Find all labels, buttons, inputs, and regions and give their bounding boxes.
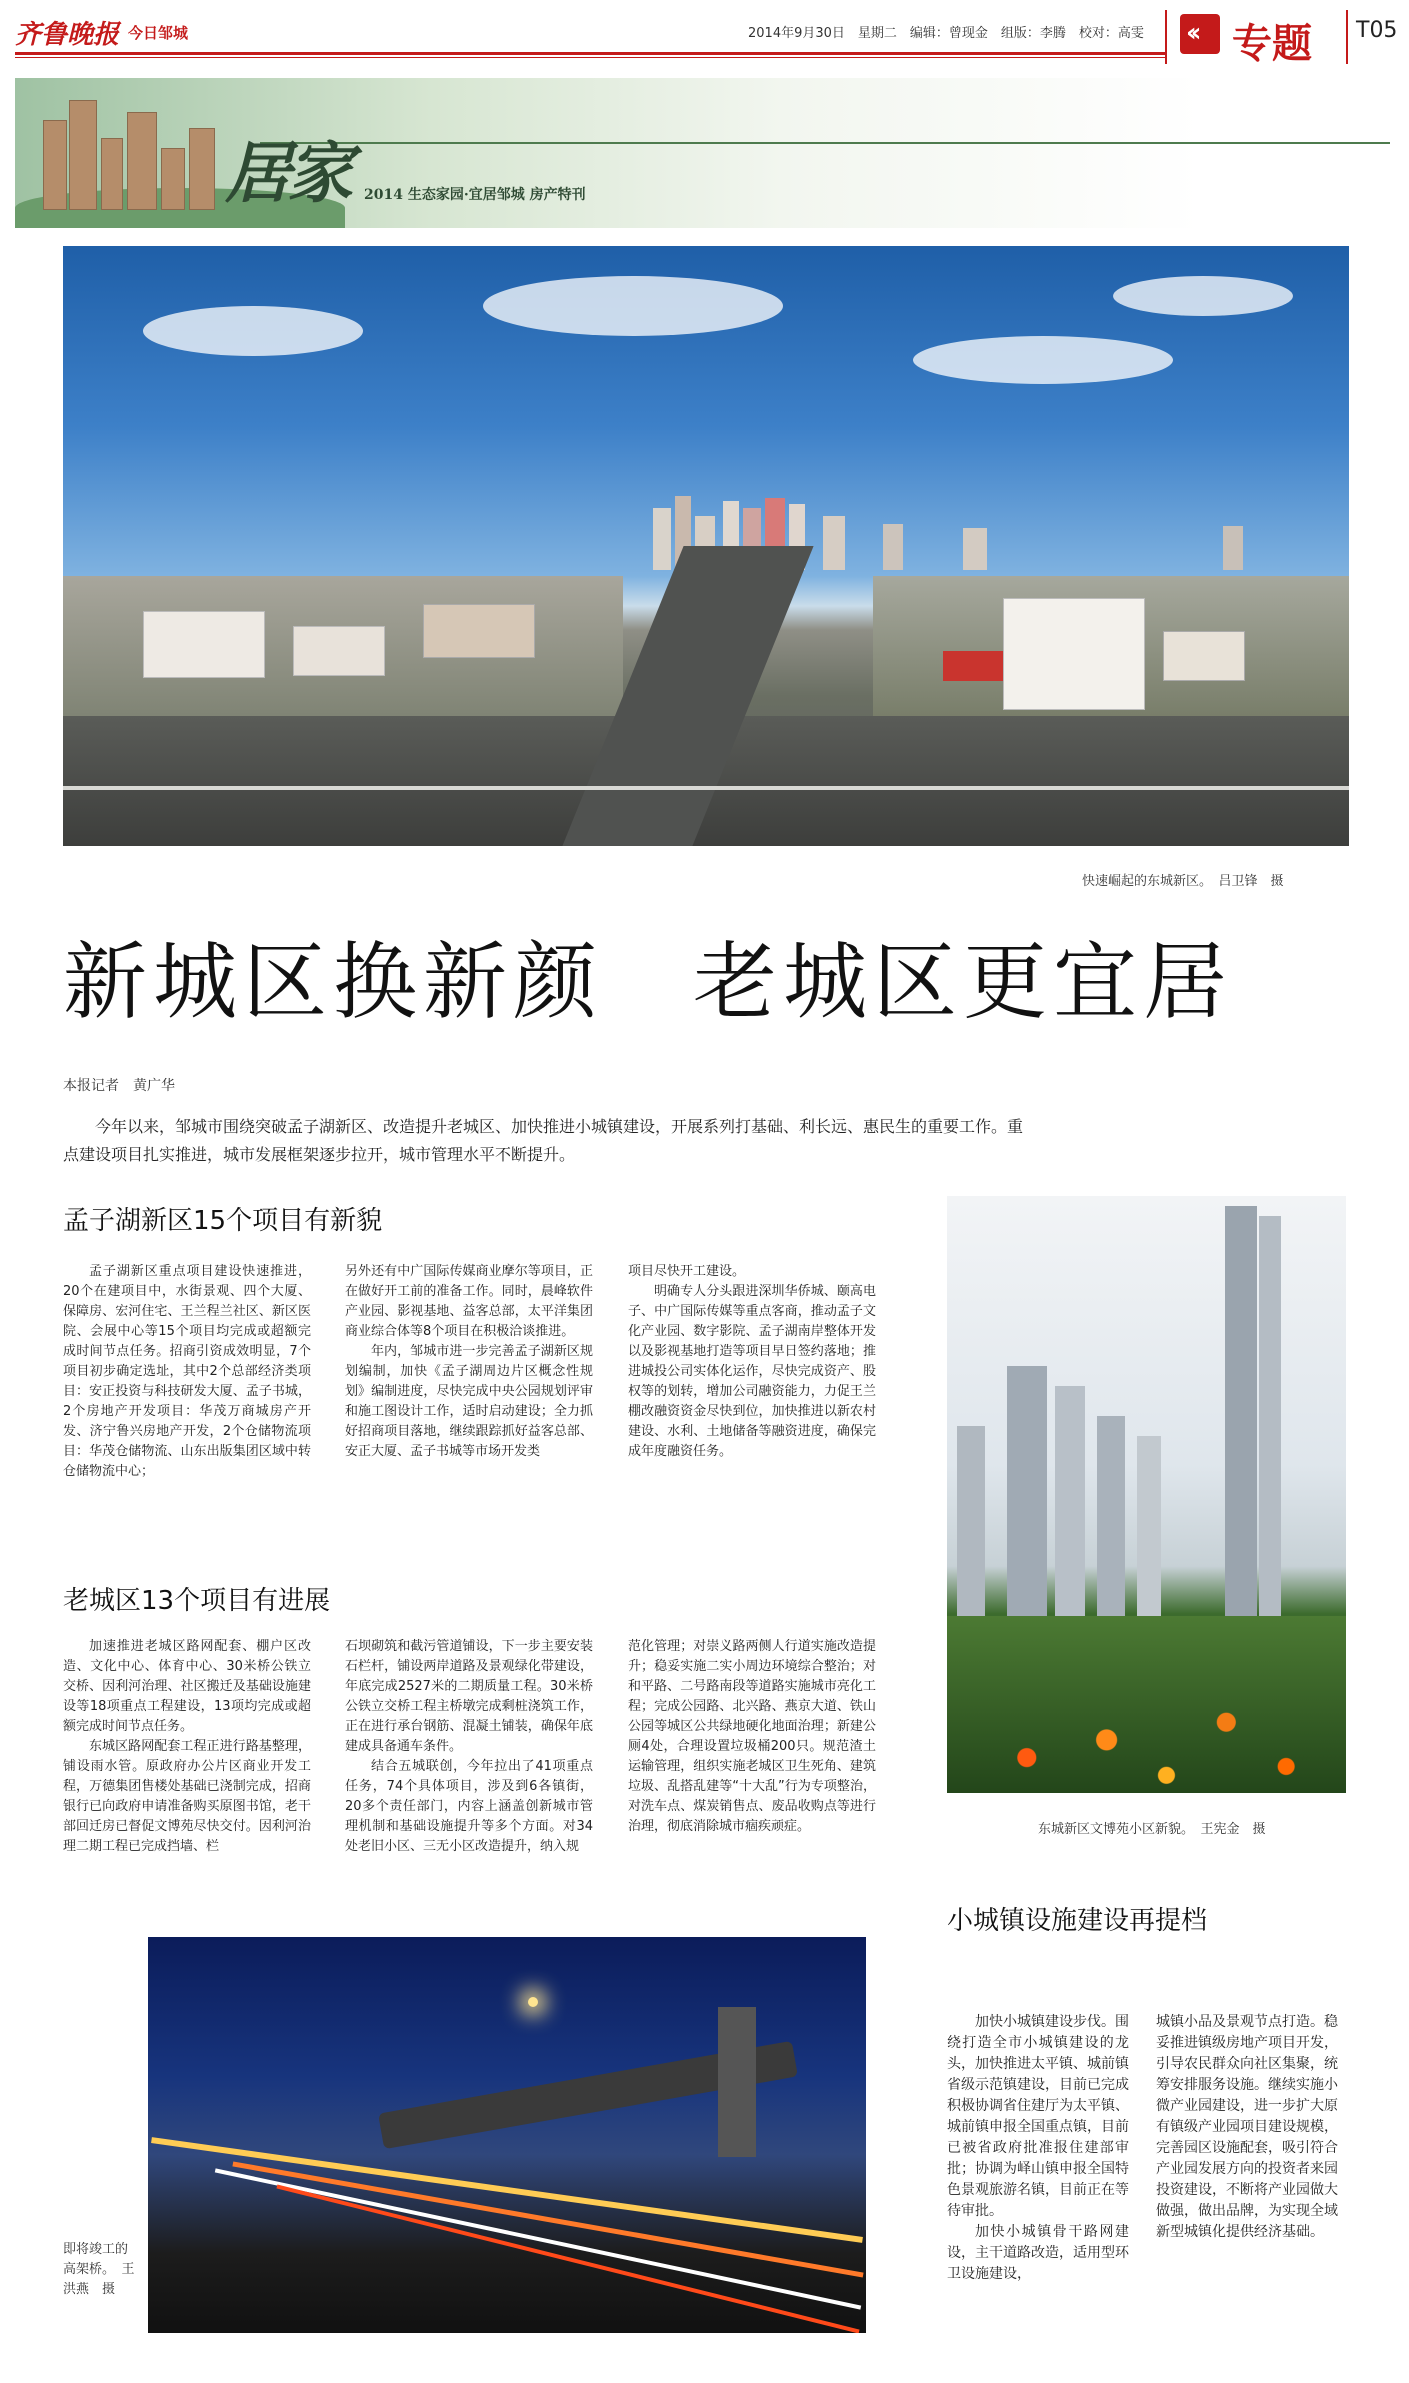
photo-caption: 快速崛起的东城新区。 吕卫锋 摄: [1082, 874, 1284, 889]
page-number: T05: [1356, 18, 1398, 43]
double-chevron-icon: ‹‹: [1180, 14, 1220, 54]
banner-tower-illustration: [43, 120, 67, 210]
paragraph: 另外还有中广国际传媒商业摩尔等项目，正在做好开工前的准备工作。同时，晨峰软件产业园、影视基地、益客总部，太平洋集团商业综合体等8个项目在积极洽谈推进。: [345, 1264, 593, 1339]
article-column: [345, 1262, 593, 1462]
overpass-night-photo: [148, 1937, 866, 2333]
banner-tower-illustration: [101, 138, 123, 210]
section-heading: 孟子湖新区15个项目有新貌: [63, 1206, 383, 1236]
article-column: [628, 1262, 876, 1462]
paragraph: 东城区路网配套工程正进行路基整理，铺设雨水管。原政府办公片区商业开发工程，万德集团售楼处基础已浇制完成，招商银行已向政府申请准备购买原图书馆，老干部回迁房已督促文博苑尽快交付。因利河治理二期工程已完成挡墙、栏: [63, 1739, 311, 1854]
paragraph: 加速推进老城区路网配套、棚户区改造、文化中心、体育中心、30米桥公铁立交桥、因利河治理、社区搬迁及基础设施建设等18项重点工程建设，13项均完成或超额完成时间节点任务。: [63, 1639, 311, 1734]
header-rule: [15, 52, 1165, 55]
article-column: [628, 1637, 876, 1837]
article-column: [1156, 2012, 1338, 2243]
header-divider: [1165, 10, 1167, 64]
article-byline: 本报记者 黄广华: [63, 1078, 175, 1094]
east-district-aerial-photo: [63, 246, 1349, 846]
section-heading: 小城镇设施建设再提档: [947, 1906, 1208, 1936]
banner-subtitle: 2014 生态家园·宜居邹城 房产特刊: [364, 187, 586, 203]
banner-tower-illustration: [161, 148, 185, 210]
photo-caption: 即将竣工的高架桥。 王洪燕 摄: [63, 2242, 135, 2297]
banner-tower-illustration: [69, 100, 97, 210]
section-heading: 老城区13个项目有进展: [63, 1586, 331, 1616]
paragraph: 项目尽快开工建设。: [628, 1264, 746, 1279]
paragraph: 结合五城联创，今年拉出了41项重点任务，74个具体项目，涉及到6各镇街，20多个责任部门，内容上涵盖创新城市管理机制和基础设施提升等多个方面。对34处老旧小区、三无小区改造提升，纳入规: [345, 1759, 593, 1854]
paragraph: 范化管理；对崇义路两侧人行道实施改造提升；稳妥实施二实小周边环境综合整治；对和平路、二号路南段等道路实施城市亮化工程；完成公园路、北兴路、燕京大道、铁山公园等城区公共绿地硬化地面治理；新建公厕4处，合理设置垃圾桶200只。规范渣土运输管理，组织实施老城区卫生死角、建筑垃圾、乱搭乱建等“十大乱”行为专项整治，对洗车点、煤炭销售点、废品收购点等进行治理，彻底消除城市痼疾顽症。: [628, 1639, 876, 1834]
paragraph: 加快小城镇建设步伐。围绕打造全市小城镇建设的龙头，加快推进太平镇、城前镇省级示范镇建设，目前已完成积极协调省住建厅为太平镇、城前镇申报全国重点镇，目前已被省政府批准报住建部审批；协调为峄山镇申报全国特色景观旅游名镇，目前正在等待审批。: [947, 2014, 1129, 2219]
article-lead: 今年以来，邹城市围绕突破孟子湖新区、改造提升老城区、加快推进小城镇建设，开展系列打基础、利长远、惠民生的重要工作。重点建设项目扎实推进，城市发展框架逐步拉开，城市管理水平不断提升。: [63, 1117, 1024, 1164]
paragraph: 年内，邹城市进一步完善孟子湖新区规划编制，加快《孟子湖周边片区概念性规划》编制进度，尽快完成中央公园规划评审和施工图设计工作，适时启动建设；全力抓好招商项目落地，继续跟踪抓好益客总部、安正大厦、孟子书城等市场开发类: [345, 1344, 593, 1459]
topic-label: 专题: [1232, 20, 1312, 67]
paragraph: 明确专人分头跟进深圳华侨城、颐高电子、中广国际传媒等重点客商，推动孟子文化产业园、数字影院、孟子湖南岸整体开发以及影视基地打造等项目早日签约落地；推进城投公司实体化运作，尽快完成资产、股权等的划转，增加公司融资能力，力促王兰棚改融资资金尽快到位，加快推进以新农村建设、水利、土地储备等融资进度，确保完成年度融资任务。: [628, 1284, 876, 1459]
article-column: [947, 2012, 1129, 2285]
header-rule-thin: [15, 57, 1165, 58]
paragraph: 孟子湖新区重点项目建设快速推进，20个在建项目中，水街景观、四个大厦、保障房、宏河住宅、王兰程兰社区、新区医院、会展中心等15个项目均完成或超额完成时间节点任务。招商引资成效明显，7个项目初步确定选址，其中2个总部经济类项目：安正投资与科技研发大厦、孟子书城，2个房地产开发项目：华茂万商城房产开发、济宁鲁兴房地产开发，2个仓储物流项目：华茂仓储物流、山东出版集团区域中转仓储物流中心；: [63, 1264, 311, 1479]
issue-meta: 2014年9月30日 星期二 编辑：曾现金 组版：李腾 校对：高雯: [748, 26, 1144, 41]
article-column: [345, 1637, 593, 1857]
banner-title: 居家: [225, 134, 349, 212]
paragraph: 加快小城镇骨干路网建设，主干道路改造，适用型环卫设施建设，: [947, 2224, 1129, 2282]
banner-tower-illustration: [127, 112, 157, 210]
article-headline: 新城区换新颜 老城区更宜居: [63, 933, 1234, 1031]
article-column: [63, 1262, 311, 1482]
photo-caption: 东城新区文博苑小区新貌。 王宪金 摄: [1038, 1822, 1266, 1837]
newspaper-brand: 齐鲁晚报: [15, 20, 120, 50]
header-divider-2: [1346, 10, 1348, 64]
banner-tower-illustration: [189, 128, 215, 210]
paragraph: 城镇小品及景观节点打造。稳妥推进镇级房地产项目开发，引导农民群众向社区集聚，统筹安排服务设施。继续实施小微产业园建设，进一步扩大原有镇级产业园项目建设规模，完善园区设施配套，吸引符合产业园发展方向的投资者来园投资建设，不断将产业园做大做强，做出品牌，为实现全域新型城镇化提供经济基础。: [1156, 2014, 1338, 2240]
wenbo-residential-photo: [947, 1196, 1346, 1793]
paragraph: 石坝砌筑和截污管道铺设，下一步主要安装石栏杆，铺设两岸道路及景观绿化带建设，年底完成2527米的二期质量工程。30米桥公铁立交桥工程主桥墩完成剩桩浇筑工作，正在进行承台钢筋、混凝土铺装，确保年底建成具备通车条件。: [345, 1639, 593, 1754]
section-name: 今日邹城: [128, 24, 189, 42]
banner-underline: [260, 142, 1390, 144]
article-column: [63, 1637, 311, 1857]
